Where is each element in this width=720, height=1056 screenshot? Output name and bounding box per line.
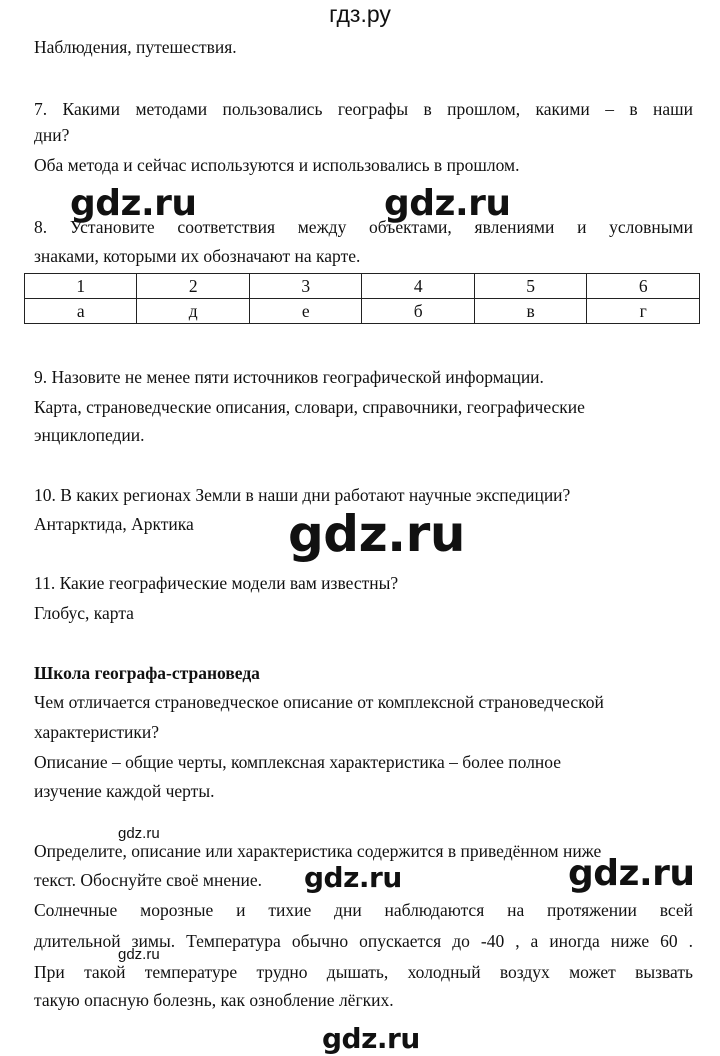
text-line: Солнечные морозные и тихие дни наблюдаются на протяжении всей [34,900,693,920]
text-line: Определите, описание или характеристика содержится в приведённом ниже [34,841,602,861]
section-title: Школа географа-страноведа [34,663,260,683]
text-line: длительной зимы. Температура обычно опускается до -40 , а иногда ниже 60 . [34,931,693,951]
table-cell: г [587,299,700,324]
table-row [25,274,700,299]
question-9: 9. Назовите не менее пяти источников географической информации. [34,367,544,387]
table-cell: 2 [137,274,249,299]
answer-10: Антарктида, Арктика [34,514,194,534]
text-line: характеристики? [34,722,160,742]
answer-9-cont: энциклопедии. [34,425,145,445]
question-7-cont: дни? [34,125,70,145]
answer-7: Оба метода и сейчас используются и использовались в прошлом. [34,155,520,175]
watermark: gdz.ru [322,1022,420,1055]
table-row [25,299,700,324]
question-11: 11. Какие географические модели вам известны? [34,573,399,593]
text-line: Наблюдения, путешествия. [34,37,237,57]
text-line: Чем отличается страноведческое описание от комплексной страноведческой [34,692,604,712]
watermark: gdz.ru [118,825,160,842]
answer-11: Глобус, карта [34,603,134,623]
text-line: При такой температуре трудно дышать, холодный воздух может вызвать [34,962,693,982]
question-10: 10. В каких регионах Земли в наши дни работают научные экспедиции? [34,485,571,505]
question-8: 8. Установите соответствия между объектами, явлениями и условными [34,217,693,237]
text-line: изучение каждой черты. [34,781,215,801]
answer-9: Карта, страноведческие описания, словари, справочники, географические [34,397,585,417]
text-line: такую опасную болезнь, как ознобление лёгких. [34,990,394,1010]
watermark: gdz.ru [288,505,465,563]
table-cell: а [25,299,137,324]
watermark: gdz.ru [568,853,695,894]
table-cell: в [474,299,586,324]
table-cell: е [249,299,361,324]
question-7: 7. Какими методами пользовались географы в прошлом, какими – в наши [34,99,693,119]
table-cell: 4 [362,274,474,299]
watermark: gdz.ru [384,183,511,224]
text-line: Описание – общие черты, комплексная характеристика – более полное [34,752,562,772]
table-cell: д [137,299,249,324]
site-header: гдз.ру [329,1,391,27]
question-8-cont: знаками, которыми их обозначают на карте. [34,246,361,266]
text-line: текст. Обоснуйте своё мнение. [34,870,262,890]
table-cell: 1 [25,274,137,299]
answer-table [24,273,700,324]
table-cell: 3 [249,274,361,299]
table-cell: б [362,299,474,324]
watermark: gdz.ru [70,183,197,224]
table-cell: 5 [474,274,586,299]
watermark: gdz.ru [304,861,402,894]
watermark: gdz.ru [118,946,160,963]
table-cell: 6 [587,274,700,299]
